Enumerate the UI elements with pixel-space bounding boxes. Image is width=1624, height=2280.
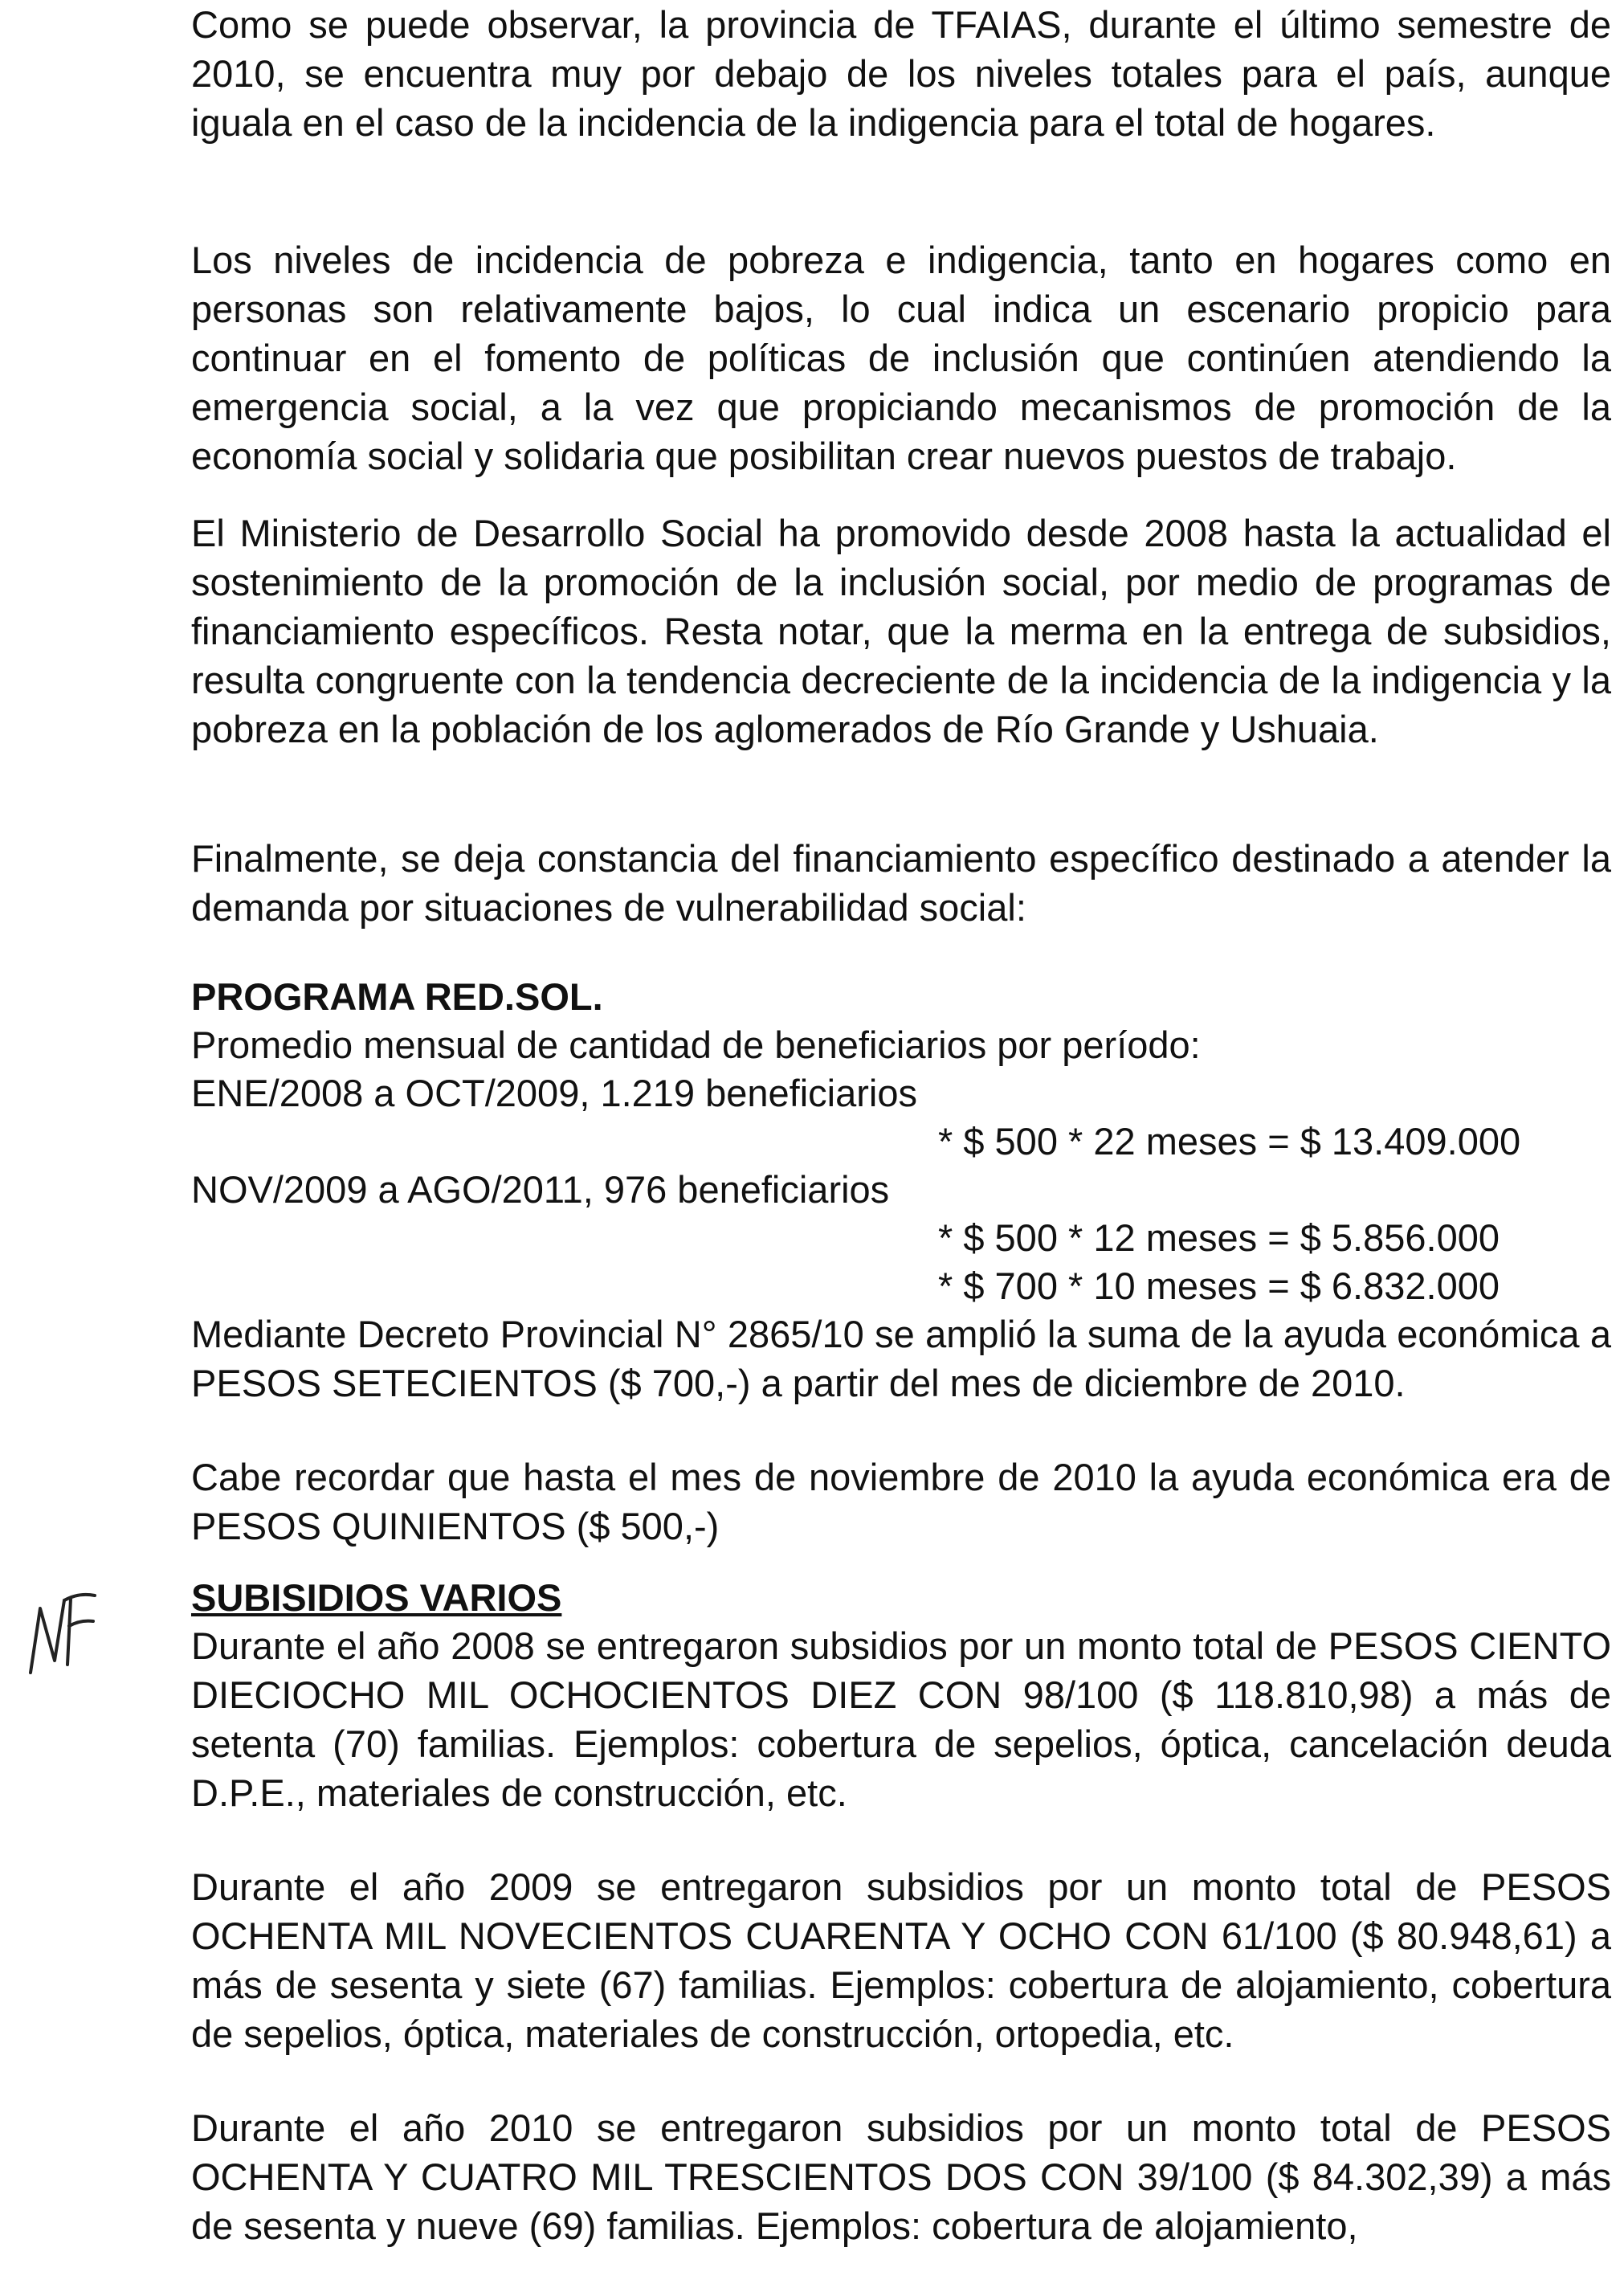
paragraph-intro: Como se puede observar, la provincia de TFAIAS, durante el último semestre de 2010, se encuentra muy por debajo de los niveles totales para el país, aunque iguala en el caso de la incidencia de la indigencia para el total de hogares. <box>191 3 1611 144</box>
paragraph-financing: Finalmente, se deja constancia del financiamiento específico destinado a atender la demanda por situaciones de vulnerabilidad social: <box>191 837 1611 929</box>
paragraph-ministry: El Ministerio de Desarrollo Social ha promovido desde 2008 hasta la actualidad el sostenimiento de la promoción de la inclusión social, por medio de programas de financiamiento específicos. Resta notar, que la merma en la entrega de subsidios, resulta congruente con la tendencia decreciente de la incidencia de la indigencia y la pobreza en la población de los aglomerados de Río Grande y Ushuaia. <box>191 512 1611 750</box>
redsol-calc-2: * $ 500 * 12 meses = $ 5.856.000 <box>938 1216 1500 1259</box>
heading-subsidios-varios: SUBISIDIOS VARIOS <box>191 1576 562 1619</box>
subsidios-2008: Durante el año 2008 se entregaron subsidios por un monto total de PESOS CIENTO DIECIOCHO MIL OCHOCIENTOS DIEZ CON 98/100 ($ 118.810,98) a más de setenta (70) familias. Ejemplos: cobertura de sepelios, óptica, cancelación deuda D.P.E., materiales de construcción, etc. <box>191 1624 1611 1814</box>
paragraph-incidence: Los niveles de incidencia de pobreza e indigencia, tanto en hogares como en personas son relativamente bajos, lo cual indica un escenario propicio para continuar en el fomento de políticas de inclusión que continúen atendiendo la emergencia social, a la vez que propiciando mecanismos de promoción de la economía social y solidaria que posibilitan crear nuevos puestos de trabajo. <box>191 239 1611 477</box>
redsol-subtitle: Promedio mensual de cantidad de beneficiarios por período: <box>191 1024 1201 1066</box>
subsidios-2010: Durante el año 2010 se entregaron subsidios por un monto total de PESOS OCHENTA Y CUATRO MIL TRESCIENTOS DOS CON 39/100 ($ 84.302,39) a más de sesenta y nueve (69) familias. Ejemplos: cobertura de alojamiento, <box>191 2106 1611 2247</box>
redsol-calc-3: * $ 700 * 10 meses = $ 6.832.000 <box>938 1265 1500 1307</box>
subsidios-2009: Durante el año 2009 se entregaron subsidios por un monto total de PESOS OCHENTA MIL NOVECIENTOS CUARENTA Y OCHO CON 61/100 ($ 80.948,61) a más de sesenta y siete (67) familias. Ejemplos: cobertura de alojamiento, cobertura de sepelios, óptica, materiales de construcción, ortopedia, etc. <box>191 1865 1611 2055</box>
handwritten-initials-mark <box>22 1584 103 1681</box>
redsol-calc-1: * $ 500 * 22 meses = $ 13.409.000 <box>938 1120 1521 1162</box>
redsol-recordar: Cabe recordar que hasta el mes de noviembre de 2010 la ayuda económica era de PESOS QUINIENTOS ($ 500,-) <box>191 1456 1611 1547</box>
redsol-period-2: NOV/2009 a AGO/2011, 976 beneficiarios <box>191 1168 890 1211</box>
redsol-period-1: ENE/2008 a OCT/2009, 1.219 beneficiarios <box>191 1072 917 1114</box>
heading-programa-redsol: PROGRAMA RED.SOL. <box>191 975 603 1018</box>
redsol-decreto: Mediante Decreto Provincial N° 2865/10 se amplió la suma de la ayuda económica a PESOS SETECIENTOS ($ 700,-) a partir del mes de diciembre de 2010. <box>191 1313 1611 1404</box>
